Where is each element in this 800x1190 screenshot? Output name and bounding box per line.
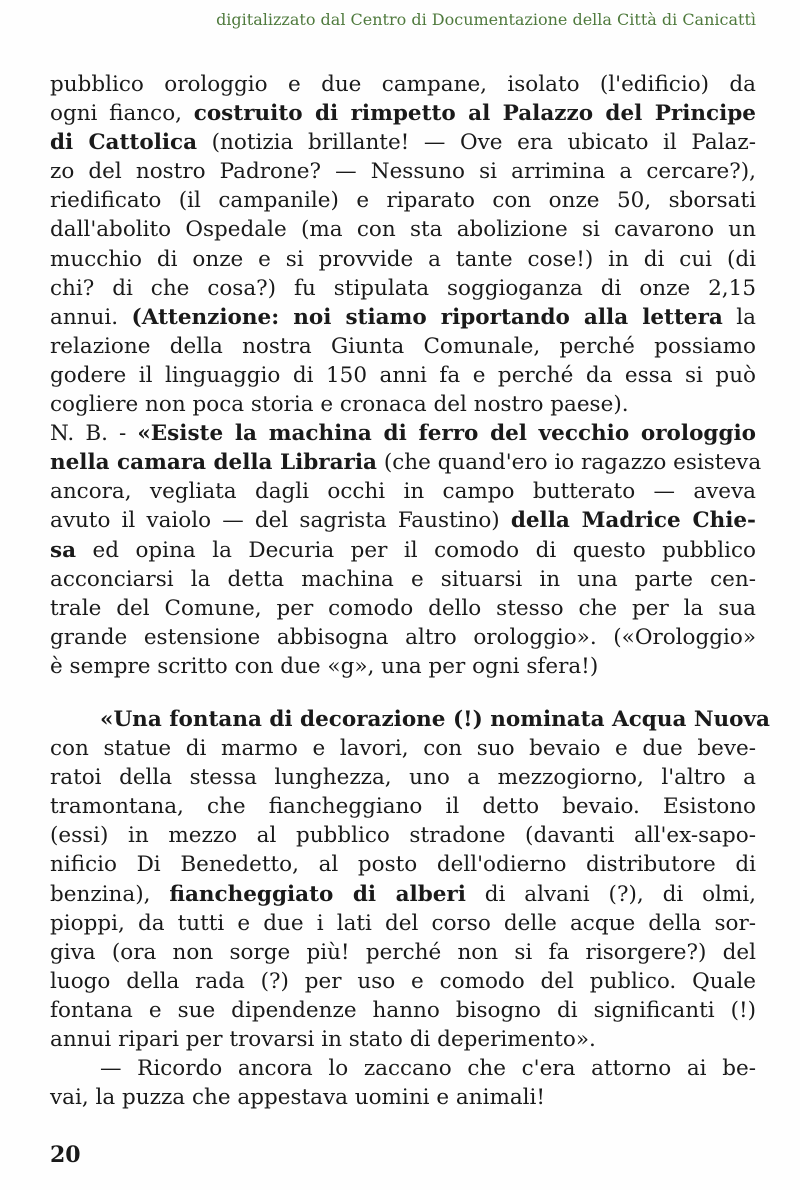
text-line: [50, 967, 756, 996]
bold-text-span: sa: [50, 537, 77, 563]
text-span: mucchio di onze e si provvide a tante cose!) in di cui (di: [50, 246, 756, 272]
text-span: annui ripari per trovarsi in stato di deperimento».: [50, 1027, 596, 1052]
text-line: [50, 303, 756, 332]
text-line: [50, 361, 756, 390]
text-span: nificio Di Benedetto, al posto dell'odierno distributore di: [50, 852, 756, 878]
text-line: [50, 477, 756, 506]
text-line: [50, 128, 756, 157]
text-line: [50, 652, 756, 681]
bold-text-span: nella camara della Libraria: [50, 450, 377, 476]
digitization-credit: digitalizzato dal Centro di Documentazione della Città di Canicattì: [216, 10, 756, 29]
bold-text-span: costruito di rimpetto al Palazzo del Principe: [193, 101, 756, 127]
text-span: luogo della rada (?) per uso e comodo del publico. Quale: [50, 968, 756, 994]
text-line: [50, 99, 756, 128]
text-span: (essi) in mezzo al pubblico stradone (davanti all'ex-sapo-: [50, 823, 756, 849]
text-line: [50, 186, 756, 215]
text-line: [50, 763, 756, 792]
text-span: relazione della nostra Giunta Comunale, perché possiamo: [50, 333, 756, 359]
text-span: pubblico orologgio e due campane, isolato (l'edificio) da: [50, 72, 756, 97]
text-span: di alvani (?), di olmi,: [465, 881, 756, 907]
text-line: [50, 821, 756, 850]
bold-text-span: «Una fontana di decorazione (!) nominata Acqua Nuova: [100, 706, 770, 732]
text-span: ratoi della stessa lunghezza, uno a mezzogiorno, l'altro a: [50, 765, 756, 791]
text-span: è sempre scritto con due «g», una per ogni sfera!): [50, 653, 599, 679]
text-span: tramontana, che fiancheggiano il detto bevaio. Esistono: [50, 794, 756, 820]
text-line: [50, 70, 756, 99]
text-span: N. B. -: [50, 421, 138, 447]
text-span: trale del Comune, per comodo dello stesso che per la sua: [50, 595, 756, 621]
text-line: [50, 1054, 756, 1083]
text-span: ed opina la Decuria per il comodo di questo pubblico: [76, 537, 756, 563]
page-number: 20: [50, 1142, 81, 1168]
text-line: [50, 623, 756, 652]
bold-text-span: della Madrice Chie-: [510, 508, 756, 534]
text-line: [50, 996, 756, 1025]
text-span: con statue di marmo e lavori, con suo bevaio e due beve-: [50, 736, 756, 762]
text-span: (che quand'ero io ragazzo esisteva: [376, 450, 762, 476]
text-span: acconciarsi la detta machina e situarsi in una parte cen-: [50, 566, 756, 592]
text-span: la: [722, 304, 756, 330]
bold-text-span: (Attenzione: noi stiamo riportando alla lettera: [131, 304, 723, 330]
text-span: — Ricordo ancora lo zaccano che c'era attorno ai be-: [100, 1056, 756, 1082]
body-text: [50, 70, 770, 1112]
text-line: [50, 274, 756, 303]
text-span: godere il linguaggio di 150 anni fa e perché da essa si può: [50, 362, 756, 388]
bold-text-span: fiancheggiato di alberi: [169, 881, 466, 907]
text-line: [50, 909, 756, 938]
text-line: [50, 565, 756, 594]
text-line: [50, 506, 756, 535]
text-line: [50, 1025, 756, 1054]
text-line: [50, 792, 756, 821]
text-span: grande estensione abbisogna altro orologgio». («Orologgio»: [50, 624, 756, 650]
text-span: vai, la puzza che appestava uomini e animali!: [50, 1085, 546, 1111]
text-span: giva (ora non sorge più! perché non si fa risorgere?) del: [50, 939, 756, 965]
text-span: fontana e sue dipendenze hanno bisogno di significanti (!): [50, 997, 756, 1023]
text-span: annui.: [50, 304, 132, 330]
text-span: riedificato (il campanile) e riparato con onze 50, sborsati: [50, 188, 756, 214]
text-line: [50, 880, 756, 909]
text-line: [50, 245, 756, 274]
bold-text-span: «Esiste la machina di ferro del vecchio orologgio: [137, 421, 756, 447]
text-span: ancora, vegliata dagli occhi in campo butterato — aveva: [50, 479, 756, 505]
bold-text-span: di Cattolica: [50, 130, 198, 156]
text-line: [50, 390, 756, 419]
text-span: chi? di che cosa?) fu stipulata soggioganza di onze 2,15: [50, 275, 756, 301]
text-line: [50, 215, 756, 244]
paragraph-gap: [50, 681, 756, 705]
text-span: zo del nostro Padrone? — Nessuno si arrimina a cercare?),: [50, 159, 756, 185]
text-span: ogni fianco,: [50, 101, 194, 127]
text-span: benzina),: [50, 881, 170, 907]
text-line: [50, 938, 756, 967]
text-line: [50, 1083, 756, 1112]
text-line: [50, 157, 756, 186]
text-span: (notizia brillante! — Ove era ubicato il Palaz-: [197, 130, 756, 156]
text-span: cogliere non poca storia e cronaca del nostro paese).: [50, 392, 629, 418]
text-line: [50, 705, 770, 734]
text-line: [50, 850, 756, 879]
text-line: [50, 536, 756, 565]
text-line: [50, 448, 762, 477]
text-line: [50, 332, 756, 361]
text-span: pioppi, da tutti e due i lati del corso delle acque della sor-: [50, 910, 756, 936]
text-span: avuto il vaiolo — del sagrista Faustino): [50, 508, 511, 534]
text-span: dall'abolito Ospedale (ma con sta abolizione si cavarono un: [50, 217, 756, 243]
text-line: [50, 734, 756, 763]
text-line: [50, 594, 756, 623]
text-line: [50, 419, 756, 448]
